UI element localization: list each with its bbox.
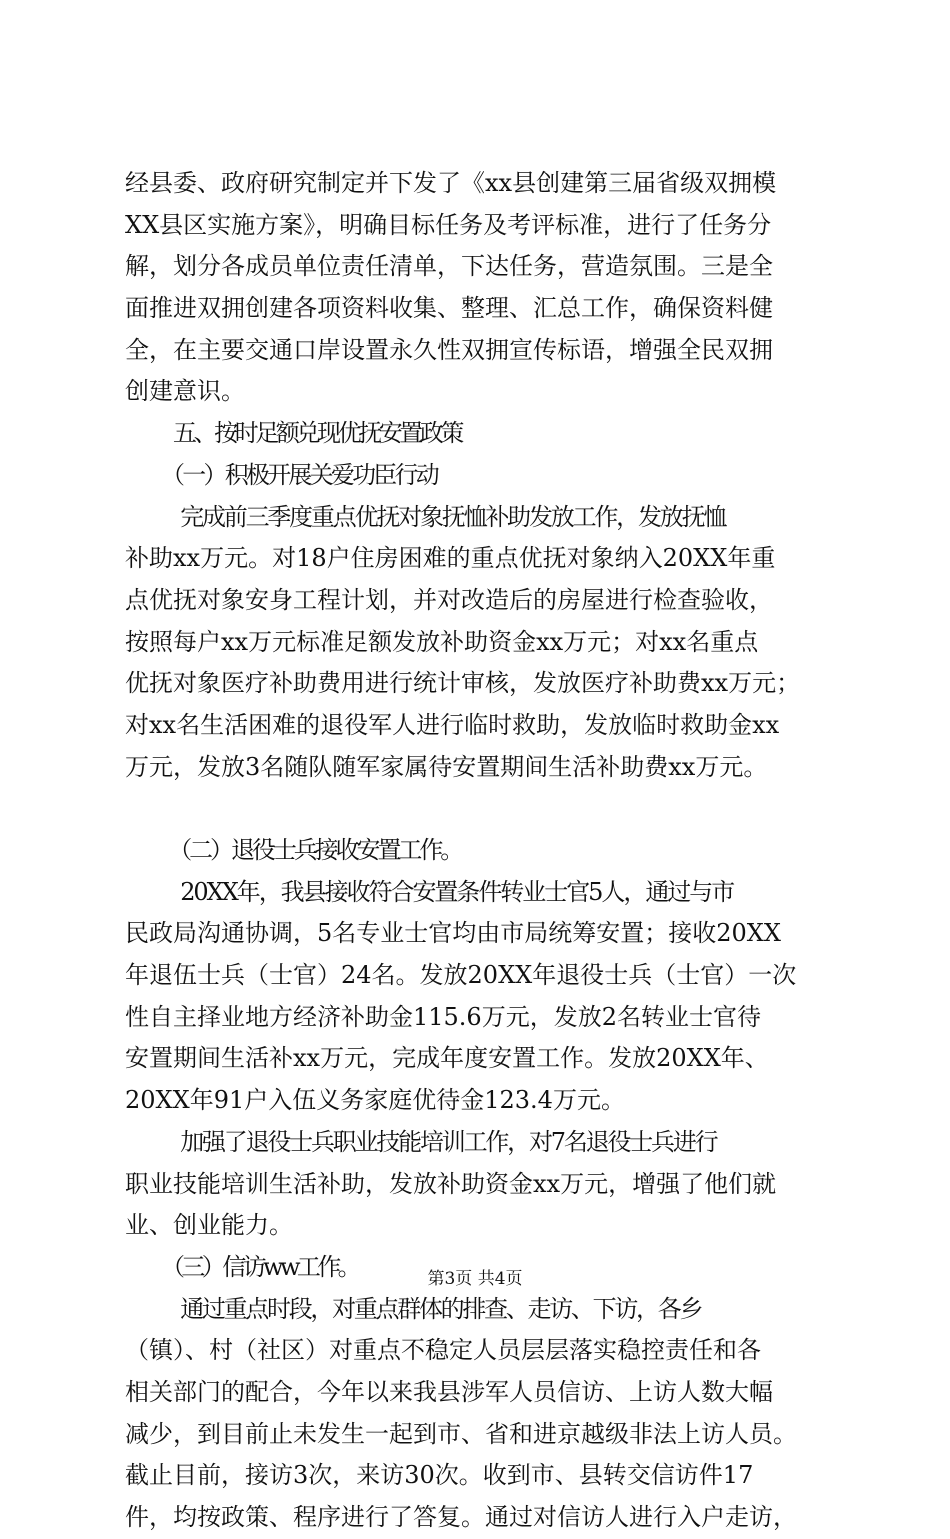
page-footer: 第3页 共4页 xyxy=(427,1269,523,1289)
text-line: 截止目前，接访3次，来访30次。收到市、县转交信访件17 xyxy=(125,1461,754,1490)
document-body xyxy=(125,163,845,1539)
text-line: 全，在主要交通口岸设置永久性双拥宣传标语，增强全民双拥 xyxy=(125,335,773,364)
text-line: 民政局沟通协调，5名专业士官均由市局统筹安置；接收20XX xyxy=(125,919,781,948)
blank-line xyxy=(125,788,845,830)
text-line: （镇）、村（社区）对重点不稳定人员层层落实稳控责任和各 xyxy=(125,1336,761,1365)
text-line: 相关部门的配合，今年以来我县涉军人员信访、上访人数大幅 xyxy=(125,1377,773,1406)
text-line: 完成前三季度重点优抚对象抚恤补助发放工作，发放抚恤 xyxy=(180,502,726,531)
text-line: 通过重点时段，对重点群体的排查、走访、下访，各乡 xyxy=(180,1294,702,1323)
text-line: 万元，发放3名随队随军家属待安置期间生活补助费xx万元。 xyxy=(125,752,768,781)
text-line: 职业技能培训生活补助，发放补助资金xx万元，增强了他们就 xyxy=(125,1169,777,1198)
text-line: 年退伍士兵（士官）24名。发放20XX年退役士兵（士官）一次 xyxy=(125,961,797,990)
text-line: 解，划分各成员单位责任清单，下达任务，营造氛围。三是全 xyxy=(125,252,773,281)
text-line: 减少，到目前止未发生一起到市、省和进京越级非法上访人员。 xyxy=(125,1419,797,1448)
text-line: 优抚对象医疗补助费用进行统计审核，发放医疗补助费xx万元； xyxy=(125,669,801,698)
text-line: 点优抚对象安身工程计划，并对改造后的房屋进行检查验收， xyxy=(125,585,773,614)
text-line: 创建意识。 xyxy=(125,377,245,406)
text-line: 性自主择业地方经济补助金115.6万元，发放2名转业士官待 xyxy=(125,1002,761,1031)
text-line: 经县委、政府研究制定并下发了《xx县创建第三届省级双拥模 xyxy=(125,169,777,197)
text-line: 业、创业能力。 xyxy=(125,1211,293,1240)
text-line: 五、按时足额兑现优抚安置政策 xyxy=(173,419,461,448)
text-line: 件，均按政策、程序进行了答复。通过对信访人进行入户走访， xyxy=(125,1503,797,1531)
text-line: XX县区实施方案》，明确目标任务及考评标准，进行了任务分 xyxy=(125,210,772,239)
text-line: 20XX年91户入伍义务家庭优待金123.4万元。 xyxy=(125,1086,625,1115)
text-line: （一）积极开展关爱功臣行动 xyxy=(161,460,437,489)
text-line: 对xx名生活困难的退役军人进行临时救助，发放临时救助金xx xyxy=(125,710,780,739)
text-line: 加强了退役士兵职业技能培训工作，对7名退役士兵进行 xyxy=(180,1127,717,1156)
text-line: 按照每户xx万元标准足额发放补助资金xx万元；对xx名重点 xyxy=(125,627,759,656)
text-line: 安置期间生活补xx万元，完成年度安置工作。发放20XX年、 xyxy=(125,1044,769,1073)
text-line: 补助xx万元。对18户住房困难的重点优抚对象纳入20XX年重 xyxy=(125,544,776,573)
text-line: 面推进双拥创建各项资料收集、整理、汇总工作，确保资料健 xyxy=(125,294,773,323)
text-line: （二）退役士兵接收安置工作。 xyxy=(168,836,462,864)
text-line: 20XX年，我县接收符合安置条件转业士官5人，通过与市 xyxy=(180,877,734,906)
text-line: （三）信访ww工作。 xyxy=(161,1252,359,1281)
